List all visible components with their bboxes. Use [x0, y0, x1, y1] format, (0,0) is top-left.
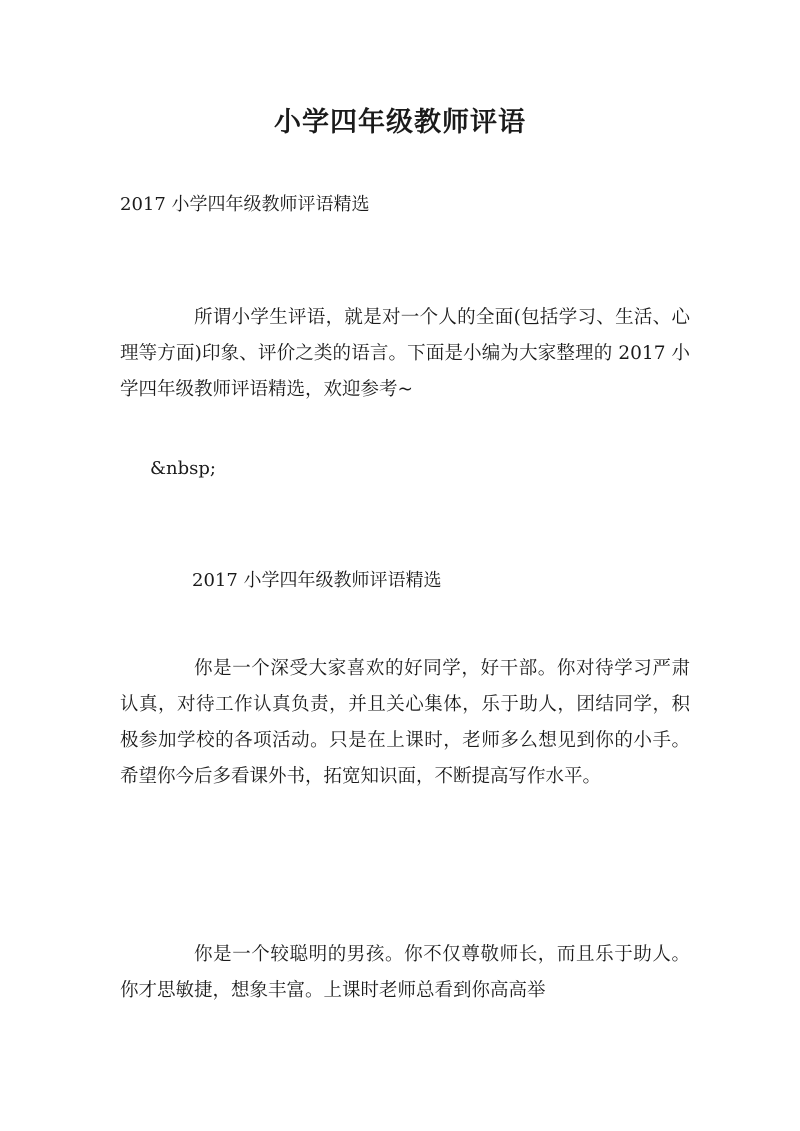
- document-subtitle: 2017 小学四年级教师评语精选: [120, 194, 370, 215]
- comment-paragraph-1: 你是一个深受大家喜欢的好同学，好干部。你对待学习严肃认真，对待工作认真负责，并且关心集体，乐于助人，团结同学，积极参加学校的各项活动。只是在上课时，老师多么想见到你的小手。希望你今后多看课外书，拓宽知识面，不断提高写作水平。: [120, 658, 690, 787]
- nbsp-text: &nbsp;: [150, 458, 216, 479]
- comment-paragraph-2: 你是一个较聪明的男孩。你不仅尊敬师长，而且乐于助人。你才思敏捷，想象丰富。上课时老师总看到你高高举: [120, 944, 690, 1001]
- section-heading: 2017 小学四年级教师评语精选: [192, 570, 442, 591]
- document-title: 小学四年级教师评语: [274, 107, 526, 138]
- intro-paragraph: 所谓小学生评语，就是对一个人的全面(包括学习、生活、心理等方面)印象、评价之类的语言。下面是小编为大家整理的 2017 小学四年级教师评语精选，欢迎参考~: [120, 307, 690, 400]
